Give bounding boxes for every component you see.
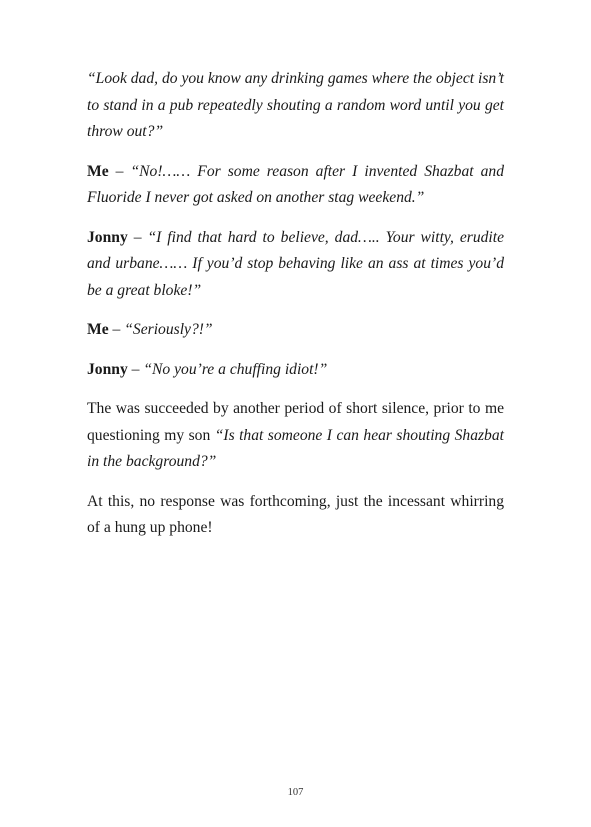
quote-text: “Look dad, do you know any drinking games where the object isn’t to stand in a pub repeatedly shouting a random word until you get throw out?” — [87, 70, 504, 140]
paragraph-dialogue-me — [87, 159, 504, 212]
speaker-name: Jonny — [87, 228, 128, 246]
narration-text: The was succeeded by another period of short silence, prior to me questioning my son — [87, 400, 504, 444]
speaker-name: Me — [87, 162, 109, 180]
paragraph-dialogue-jonny — [87, 225, 504, 305]
paragraph-quote — [87, 66, 504, 146]
paragraph-dialogue-me-2 — [87, 317, 504, 344]
speaker-name: Jonny — [87, 360, 128, 378]
speaker-dash: – — [108, 162, 131, 180]
dialogue-text: “Seriously?!” — [124, 321, 213, 338]
speaker-name: Me — [87, 321, 109, 338]
dialogue-text: “No you’re a chuffing idiot!” — [143, 360, 328, 378]
narration-text: At this, no response was forthcoming, just the incessant whirring of a hung up phone! — [87, 492, 504, 536]
dialogue-text: “I find that hard to believe, dad….. Your witty, erudite and urbane…… If you’d stop behaving like an ass at times you’d be a great bloke!” — [87, 228, 504, 299]
quoted-question: “Is that someone I can hear shouting Shazbat in the background?” — [87, 426, 504, 470]
speaker-dash: – — [108, 321, 125, 338]
paragraph-narration — [87, 489, 504, 542]
page-body — [87, 66, 504, 555]
page-number: 107 — [287, 787, 304, 798]
dialogue-text: “No!…… For some reason after I invented Shazbat and Fluoride I never got asked on another stag weekend.” — [87, 162, 505, 206]
paragraph-dialogue-jonny-2 — [87, 357, 504, 384]
speaker-dash: – — [127, 360, 144, 378]
speaker-dash: – — [127, 228, 148, 246]
paragraph-narration-mixed — [87, 396, 504, 476]
